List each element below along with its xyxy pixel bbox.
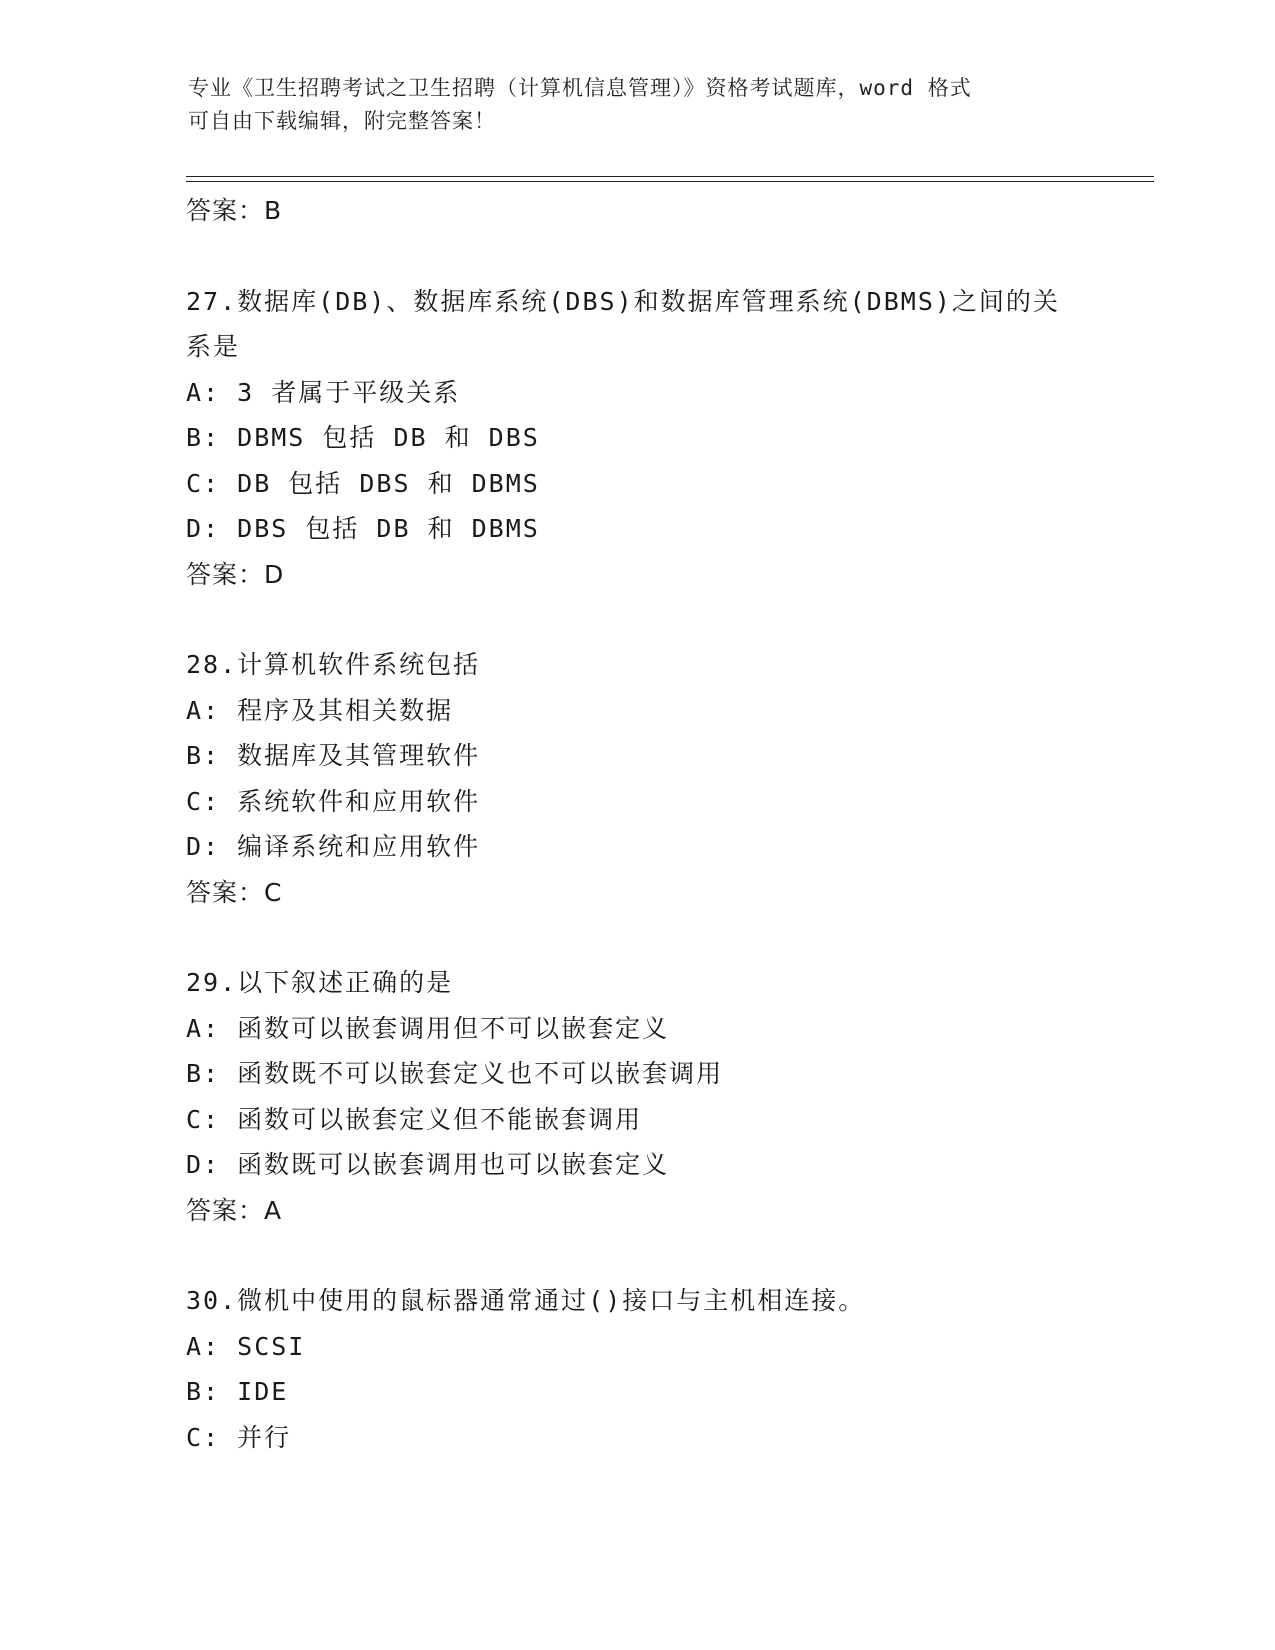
answer-line: 答案：A [186, 1195, 283, 1225]
question-27 [186, 279, 1086, 598]
question-title: 28.计算机软件系统包括 [186, 650, 481, 679]
option-a: A: 程序及其相关数据 [186, 695, 454, 725]
option-a: A: 函数可以嵌套调用但不可以嵌套定义 [186, 1013, 670, 1043]
header-line-1: 专业《卫生招聘考试之卫生招聘（计算机信息管理）》资格考试题库，word 格式 [188, 76, 972, 100]
option-b: B: 数据库及其管理软件 [186, 741, 481, 770]
question-title: 30.微机中使用的鼠标器通常通过()接口与主机相连接。 [186, 1286, 866, 1315]
option-a: A: 3 者属于平级关系 [186, 377, 461, 407]
option-b: B: 函数既不可以嵌套定义也不可以嵌套调用 [186, 1059, 724, 1088]
question-title: 29.以下叙述正确的是 [186, 968, 454, 997]
question-30 [186, 1278, 1086, 1460]
question-title-cont: 系是 [186, 332, 241, 361]
option-a: A: SCSI [186, 1331, 306, 1361]
header-rule-top [186, 176, 1154, 177]
option-d: D: DBS 包括 DB 和 DBMS [186, 514, 540, 543]
question-title: 27.数据库(DB)、数据库系统(DBS)和数据库管理系统(DBMS)之间的关 [186, 286, 1060, 316]
option-b: B: IDE [186, 1377, 289, 1406]
option-d: D: 函数既可以嵌套调用也可以嵌套定义 [186, 1150, 670, 1179]
header-line-2: 可自由下载编辑，附完整答案！ [188, 109, 496, 133]
option-c: C: 函数可以嵌套定义但不能嵌套调用 [186, 1104, 643, 1134]
answer-line: 答案：C [186, 877, 283, 907]
header-rule-bottom [186, 181, 1154, 182]
question-list [186, 188, 1086, 1460]
answer-line: 答案：B [186, 196, 283, 225]
page-header [188, 72, 1068, 138]
option-b: B: DBMS 包括 DB 和 DBS [186, 423, 540, 452]
question-28 [186, 642, 1086, 915]
option-d: D: 编译系统和应用软件 [186, 832, 481, 861]
option-c: C: 系统软件和应用软件 [186, 786, 481, 816]
question-29 [186, 960, 1086, 1233]
option-c: C: DB 包括 DBS 和 DBMS [186, 468, 540, 498]
answer-line: 答案：D [186, 559, 285, 589]
option-c: C: 并行 [186, 1422, 292, 1452]
